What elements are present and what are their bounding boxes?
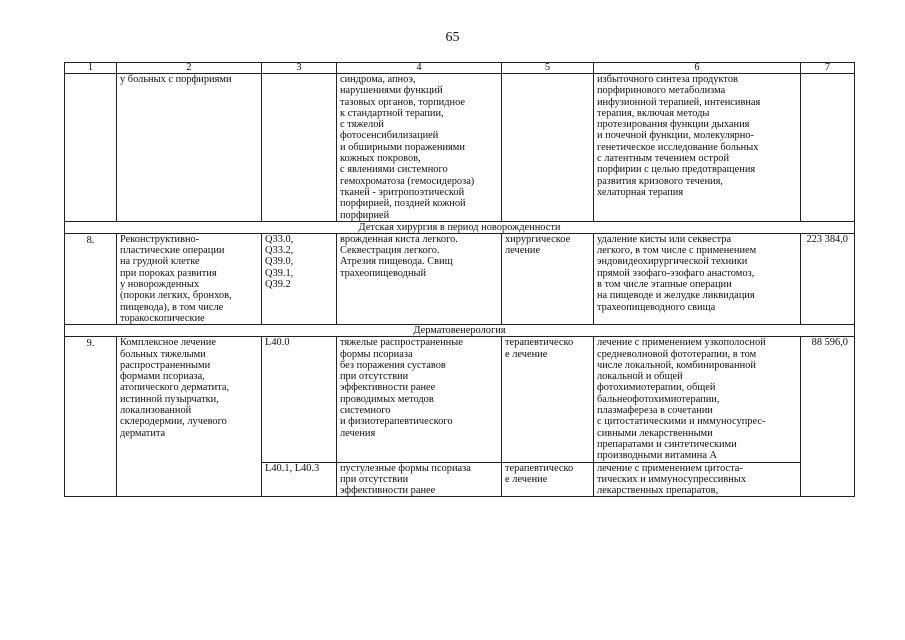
text-line: терапевтическо [505, 337, 574, 349]
medical-care-table [64, 62, 855, 497]
text-line: Реконструктивно- [120, 233, 200, 245]
text-line: синдрома, апноэ, [340, 74, 416, 85]
cell-codes [262, 337, 337, 462]
text-line: хирургическое [505, 233, 571, 245]
text-line: склеродермии, лучевого [120, 416, 227, 428]
text-line: без поражения суставов [340, 359, 446, 371]
text-line: у больных с порфириями [120, 74, 232, 85]
section-heading-dermatovenereology: Дерматовенерология [65, 325, 855, 337]
text-line: (пороки легких, бронхов, [120, 290, 232, 302]
text-line: Q39.1, [265, 267, 294, 279]
cell-condition [337, 74, 502, 222]
text-line: генетическое исследование больных [597, 141, 759, 153]
text-line: Q39.0, [265, 256, 294, 268]
text-line: больных тяжелыми [120, 348, 206, 360]
text-line: и физиотерапевтического [340, 416, 453, 428]
section-row [65, 221, 855, 233]
text-line: порфирией, поздней кожной [340, 198, 466, 210]
text-line: атопического дерматита, [120, 382, 230, 394]
text-line: Атрезия пищевода. Свищ [340, 256, 453, 268]
text-line: с тяжелой [340, 119, 384, 131]
text-line: Секвестрация легкого. [340, 245, 440, 257]
text-line: лечение [505, 245, 541, 257]
text-line: терапевтическо [505, 462, 574, 474]
text-line: удаление кисты или секвестра [597, 233, 732, 245]
cell-codes [262, 233, 337, 324]
text-line: дерматита [120, 427, 166, 439]
text-line: врожденная киста легкого. [340, 233, 458, 245]
cell-condition [337, 462, 502, 497]
text-line: е лечение [505, 473, 548, 485]
text-line: порфиринового метаболизма [597, 85, 726, 97]
text-line: L40.0 [265, 337, 290, 349]
text-line: системного [340, 405, 391, 417]
text-line: фотосенсибилизацией [340, 130, 439, 142]
cell-codes [262, 462, 337, 497]
cell-treatment-type [502, 462, 594, 497]
text-line: трахеопищеводного свища [597, 301, 716, 313]
cell-codes [262, 74, 337, 222]
column-number-row [65, 63, 855, 74]
text-line: Q33.2, [265, 245, 294, 257]
column-number: 3 [262, 63, 337, 74]
text-line: Q33.0, [265, 233, 294, 245]
section-row [65, 325, 855, 337]
text-line: у новорожденных [120, 279, 200, 291]
text-line: тяжелые распространенные [340, 337, 463, 349]
column-number: 7 [801, 63, 855, 74]
cell-intervention-group [117, 74, 262, 222]
text-line: лекарственных препаратов, [597, 485, 719, 497]
text-line: распространенными [120, 359, 211, 371]
text-line: Комплексное лечение [120, 337, 216, 349]
text-line: локализованной [120, 405, 192, 417]
text-line: истинной пузырчатки, [120, 393, 219, 405]
text-line: лечение с применением цитоста- [597, 462, 743, 474]
text-line: на пищеводе и желудке ликвидация [597, 290, 755, 302]
cell-intervention-group [117, 337, 262, 497]
text-line: пищевода), в том числе [120, 301, 224, 313]
text-line: избыточного синтеза продуктов [597, 74, 738, 85]
text-line: развития кризового течения, [597, 175, 723, 187]
text-line: и почечной функции, молекулярно- [597, 130, 754, 142]
text-line: локальной и общей [597, 371, 683, 383]
text-line: кожных покровов, [340, 153, 421, 165]
text-line: с явлениями системного [340, 164, 448, 176]
cell-method [594, 74, 801, 222]
text-line: лечения [340, 427, 376, 439]
text-line: торакоскопические [120, 312, 205, 324]
text-line: с цитостатическими и иммуносупрес- [597, 416, 766, 428]
row-number: 9. [86, 338, 95, 350]
column-number: 2 [117, 63, 262, 74]
table-row-continuation [65, 74, 855, 222]
text-line: с латентным течением острой [597, 153, 730, 165]
text-line: лечение с применением узкополосной [597, 337, 766, 349]
cell-treatment-type [502, 337, 594, 462]
text-line: тических и иммуносупрессивных [597, 473, 747, 485]
text-line: и обширными поражениями [340, 141, 465, 153]
cell-number [65, 74, 117, 222]
cell-method [594, 233, 801, 324]
column-number: 5 [502, 63, 594, 74]
text-line: эффективности ранее [340, 382, 436, 394]
text-line: порфирией [340, 209, 390, 221]
text-line: тазовых органов, торпидное [340, 96, 466, 108]
cell-amount: 223 384,0 [801, 233, 855, 324]
text-line: хелаторная терапия [597, 186, 684, 198]
cell-intervention-group [117, 233, 262, 324]
table-row-8 [65, 233, 855, 324]
row-number: 8. [86, 234, 95, 246]
text-line: е лечение [505, 348, 548, 360]
text-line: на грудной клетке [120, 256, 200, 268]
text-line: формами псориаза, [120, 371, 205, 383]
column-number: 6 [594, 63, 801, 74]
text-line: протезирования функции дыхания [597, 119, 750, 131]
cell-amount [801, 74, 855, 222]
text-line: пластические операции [120, 245, 225, 257]
cell-method [594, 337, 801, 462]
text-line: фотохимиотерапии, общей [597, 382, 716, 394]
text-line: средневолновой фототерапии, в том [597, 348, 757, 360]
cell-treatment-type [502, 74, 594, 222]
page-number: 65 [445, 30, 460, 45]
text-line: сивными лекарственными [597, 427, 713, 439]
text-line: в том числе этапные операции [597, 279, 732, 291]
table-row-9 [65, 337, 855, 462]
text-line: препаратами и синтетическими [597, 438, 737, 450]
text-line: числе локальной, комбинированной [597, 359, 756, 371]
text-line: проводимых методов [340, 393, 434, 405]
text-line: нарушениями функций [340, 85, 443, 97]
text-line: формы псориаза [340, 348, 413, 360]
text-line: при пороках развития [120, 267, 217, 279]
text-line: при отсутствии [340, 371, 409, 383]
text-line: тканей - эритропоэтической [340, 186, 465, 198]
text-line: к стандартной терапии, [340, 107, 444, 119]
text-line: терапия, включая методы [597, 107, 710, 119]
cell-number [65, 233, 117, 324]
text-line: пустулезные формы псориаза [340, 462, 471, 474]
text-line: порфирии с целью предотвращения [597, 164, 756, 176]
column-number: 1 [65, 63, 117, 74]
cell-condition [337, 337, 502, 462]
text-line: эндовидеохирургической техники [597, 256, 748, 268]
cell-number [65, 337, 117, 497]
text-line: гемохроматоза (гемосидероза) [340, 175, 475, 187]
column-number: 4 [337, 63, 502, 74]
section-heading-pediatric-surgery: Детская хирургия в период новорожденности [65, 221, 855, 233]
text-line: прямой эзофаго-эзофаго анастомоз, [597, 267, 755, 279]
cell-treatment-type [502, 233, 594, 324]
text-line: легкого, в том числе с применением [597, 245, 757, 257]
text-line: плазмафереза в сочетании [597, 405, 713, 417]
text-line: эффективности ранее [340, 485, 436, 497]
text-line: инфузионной терапией, интенсивная [597, 96, 761, 108]
text-line: трахеопищеводный [340, 267, 427, 279]
text-line: производными витамина А [597, 450, 718, 462]
cell-condition [337, 233, 502, 324]
cell-method [594, 462, 801, 497]
text-line: L40.1, L40.3 [265, 462, 320, 474]
text-line: бальнеофотохимиотерапии, [597, 393, 720, 405]
cell-amount: 88 596,0 [801, 337, 855, 497]
text-line: при отсутствии [340, 473, 409, 485]
text-line: Q39.2 [265, 279, 291, 291]
